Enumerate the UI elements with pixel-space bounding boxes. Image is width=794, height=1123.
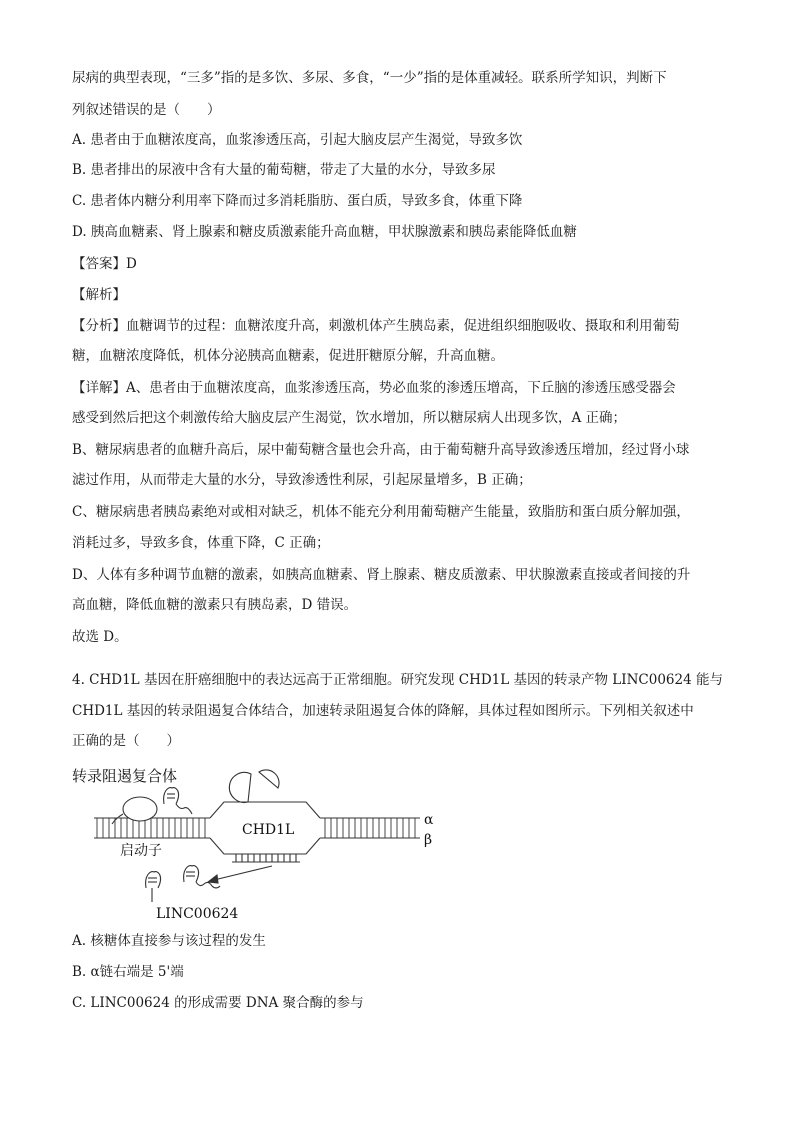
label-linc00624: LINC00624 bbox=[156, 906, 239, 922]
q3-option-d: D. 胰高血糖素、肾上腺素和糖皮质激素能升高血糖，甲状腺激素和胰岛素能降低血糖 bbox=[72, 224, 577, 240]
q3-option-b: B. 患者排出的尿液中含有大量的葡萄糖，带走了大量的水分，导致多尿 bbox=[72, 162, 496, 178]
q3-xiangjie-line-5: C、糖尿病患者胰岛素绝对或相对缺乏，机体不能充分利用葡萄糖产生能量，致脂肪和蛋白质分解加强， bbox=[72, 504, 690, 520]
free-linc00624-molecules bbox=[146, 866, 220, 902]
q3-xiangjie-line-7: D、人体有多种调节血糖的激素，如胰高血糖素、肾上腺素、糖皮质激素、甲状腺激素直接或者间接的升 bbox=[72, 567, 691, 583]
q4-stem-line-2: CHD1L 基因的转录阻遏复合体结合，加速转录阻遏复合体的降解，具体过程如图所示。下列相关叙述中 bbox=[72, 703, 694, 719]
q3-xiangjie-line-2: 感受到然后把这个刺激传给大脑皮层产生渴觉，饮水增加，所以糖尿病人出现多饮，A 正确； bbox=[72, 410, 627, 426]
q3-conclusion: 故选 D。 bbox=[72, 629, 128, 645]
q3-answer: 【答案】D bbox=[72, 256, 137, 272]
label-promoter: 启动子 bbox=[120, 843, 162, 859]
q3-stem-line-2: 列叙述错误的是（ ） bbox=[72, 102, 221, 118]
label-repressor-complex: 转录阻遏复合体 bbox=[72, 767, 178, 785]
q3-fenxi-line-1: 【分析】血糖调节的过程：血糖浓度升高，刺激机体产生胰岛素，促进组织细胞吸收、摄取和利用葡萄 bbox=[72, 318, 680, 334]
q4-option-c: C. LINC00624 的形成需要 DNA 聚合酶的参与 bbox=[72, 995, 364, 1011]
q3-xiangjie-line-8: 高血糖，降低血糖的激素只有胰岛素，D 错误。 bbox=[72, 597, 358, 613]
degraded-complex-fragments bbox=[229, 770, 279, 803]
q3-fenxi-line-2: 糖，血糖浓度降低，机体分泌胰高血糖素，促进肝糖原分解，升高血糖。 bbox=[72, 348, 504, 364]
q4-option-b: B. α链右端是 5'端 bbox=[72, 964, 184, 980]
q3-analysis-heading: 【解析】 bbox=[72, 287, 126, 303]
q3-xiangjie-line-6: 消耗过多，导致多食，体重下降，C 正确； bbox=[72, 535, 330, 551]
label-chd1l-gene: CHD1L bbox=[242, 822, 295, 838]
q4-option-a: A. 核糖体直接参与该过程的发生 bbox=[72, 933, 266, 949]
label-alpha-strand: α bbox=[424, 812, 434, 828]
q4-stem-line-1: 4. CHD1L 基因在肝癌细胞中的表达远高于正常细胞。研究发现 CHD1L 基因的转录产物 LINC00624 能与 bbox=[72, 672, 723, 688]
q3-xiangjie-line-4: 滤过作用，从而带走大量的水分，导致渗透性利尿，引起尿量增多，B 正确； bbox=[72, 472, 532, 488]
release-arrow bbox=[208, 866, 272, 883]
q3-option-a: A. 患者由于血糖浓度高，血浆渗透压高，引起大脑皮层产生渴觉，导致多饮 bbox=[72, 132, 523, 148]
q4-stem-line-3: 正确的是（ ） bbox=[72, 733, 180, 749]
q3-xiangjie-line-3: B、糖尿病患者的血糖升高后，尿中葡萄糖含量也会升高，由于葡萄糖升高导致渗透压增加，经过肾小球 bbox=[72, 442, 690, 458]
q3-xiangjie-line-1: 【详解】A、患者由于血糖浓度高，血浆渗透压高，势必血浆的渗透压增高，下丘脑的渗透压感受器会 bbox=[72, 380, 676, 396]
transcription-repression-figure bbox=[72, 762, 452, 924]
q3-option-c: C. 患者体内糖分利用率下降而过多消耗脂肪、蛋白质，导致多食，体重下降 bbox=[72, 193, 523, 209]
q3-stem-line-1: 尿病的典型表现，“三多”指的是多饮、多尿、多食，“一少”指的是体重减轻。联系所学知识，判断下 bbox=[72, 70, 667, 86]
nascent-rna-strand bbox=[232, 854, 300, 862]
label-beta-strand: β bbox=[424, 832, 433, 848]
